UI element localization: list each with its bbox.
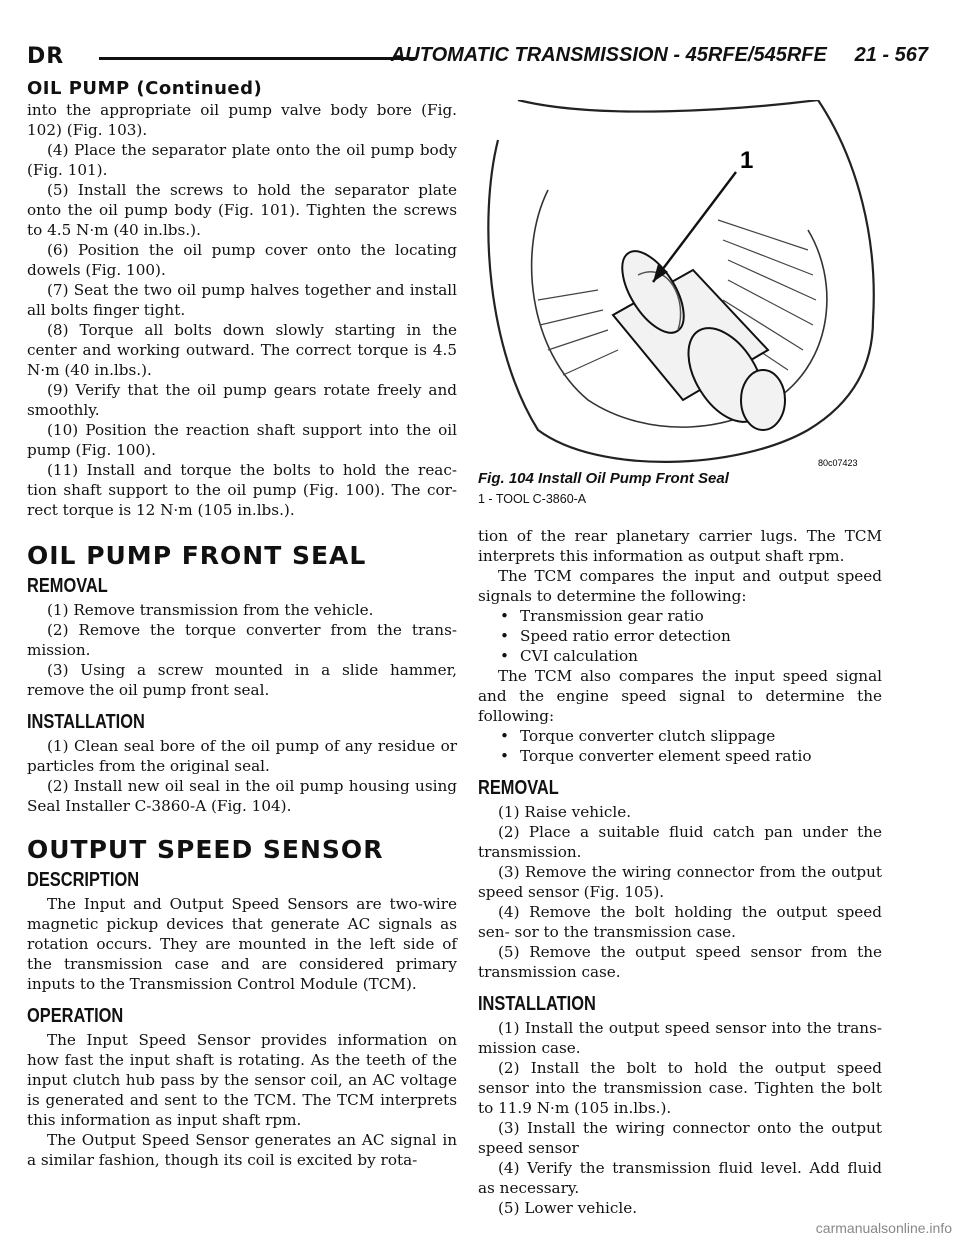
page-header: [27, 44, 928, 76]
paragraph: (2) Place a suitable fluid catch pan under the transmission.: [478, 823, 882, 861]
list-item: • Torque converter element speed ratio: [478, 746, 882, 766]
figure-legend: 1 - TOOL C-3860-A: [478, 492, 587, 506]
paragraph: (5) Install the screws to hold the separator plate onto the oil pump body (Fig. 101). Tighten the screws to 4.5 N·m (40 in.lbs.).: [27, 181, 457, 239]
right-column: [478, 526, 882, 1218]
paragraph: (1) Install the output speed sensor into the trans- mission case.: [478, 1019, 882, 1057]
list-item: • Transmission gear ratio: [478, 606, 882, 626]
header-rule: [99, 57, 417, 60]
paragraph: (10) Position the reaction shaft support into the oil pump (Fig. 100).: [27, 421, 457, 459]
paragraph: (4) Place the separator plate onto the oil pump body (Fig. 101).: [27, 141, 457, 179]
paragraph: (9) Verify that the oil pump gears rotate freely and smoothly.: [27, 381, 457, 419]
section-code: DR: [27, 44, 65, 69]
continued-heading: OIL PUMP (Continued): [27, 78, 263, 99]
paragraph: (7) Seat the two oil pump halves together and install all bolts finger tight.: [27, 281, 457, 319]
paragraph: (6) Position the oil pump cover onto the locating dowels (Fig. 100).: [27, 241, 457, 279]
section-heading-oil-pump-front-seal: OIL PUMP FRONT SEAL: [27, 541, 367, 570]
list-item: • Speed ratio error detection: [478, 626, 882, 646]
paragraph: (5) Lower vehicle.: [498, 1199, 638, 1217]
paragraph: (1) Remove transmission from the vehicle.: [47, 601, 374, 619]
figure-104-illustration: [478, 100, 882, 478]
paragraph: (5) Remove the output speed sensor from the transmission case.: [478, 943, 882, 981]
left-column: [27, 100, 457, 1170]
paragraph: (4) Verify the transmission fluid level. Add fluid as necessary.: [478, 1159, 882, 1197]
paragraph: The Output Speed Sensor generates an AC signal in a similar fashion, though its coil is excited by rota-: [27, 1131, 457, 1169]
paragraph: The Input and Output Speed Sensors are two-wire magnetic pickup devices that generate AC signals as rotation occurs. They are mounted in the left side of the transmission case and are considered primary inputs to the Transmission Control Module (TCM).: [27, 895, 457, 993]
subheading-installation: INSTALLATION: [478, 993, 596, 1015]
page-title: AUTOMATIC TRANSMISSION - 45RFE/545RFE 21 - 567: [390, 44, 928, 66]
paragraph: The Input Speed Sensor provides information on how fast the input shaft is rotating. As the teeth of the input clutch hub pass by the sensor coil, an AC voltage is generated and sent to the TCM. The TCM interprets this information as input shaft rpm.: [27, 1031, 457, 1129]
paragraph: (2) Install the bolt to hold the output speed sensor into the transmission case. Tighten the bolt to 11.9 N·m (105 in.lbs.).: [478, 1059, 882, 1117]
subheading-removal: REMOVAL: [478, 777, 559, 799]
paragraph: (11) Install and torque the bolts to hold the reac- tion shaft support to the oil pump (Fig. 100). The cor- rect torque is 12 N·m (105 in.lbs.).: [27, 461, 457, 519]
list-item: • Torque converter clutch slippage: [478, 726, 882, 746]
figure-caption: Fig. 104 Install Oil Pump Front Seal: [478, 470, 729, 487]
paragraph: (3) Install the wiring connector onto the output speed sensor: [478, 1119, 882, 1157]
paragraph: (4) Remove the bolt holding the output speed sen- sor to the transmission case.: [478, 903, 882, 941]
paragraph: into the appropriate oil pump valve body bore (Fig. 102) (Fig. 103).: [27, 101, 457, 139]
paragraph: (3) Using a screw mounted in a slide hammer, remove the oil pump front seal.: [27, 661, 457, 699]
paragraph: (2) Remove the torque converter from the trans- mission.: [27, 621, 457, 659]
paragraph: The TCM compares the input and output speed signals to determine the following:: [478, 567, 882, 605]
paragraph: (1) Clean seal bore of the oil pump of any residue or particles from the original seal.: [27, 737, 457, 775]
figure-id: 80c07423: [818, 458, 858, 468]
paragraph: (1) Raise vehicle.: [498, 803, 632, 821]
section-heading-output-speed-sensor: OUTPUT SPEED SENSOR: [27, 835, 384, 864]
figure-callout: 1: [740, 147, 754, 174]
paragraph: (3) Remove the wiring connector from the output speed sensor (Fig. 105).: [478, 863, 882, 901]
paragraph: (2) Install new oil seal in the oil pump housing using Seal Installer C-3860-A (Fig. 104).: [27, 777, 457, 815]
subheading-description: DESCRIPTION: [27, 869, 140, 891]
list-item: • CVI calculation: [478, 646, 882, 666]
paragraph: The TCM also compares the input speed signal and the engine speed signal to determine the following:: [478, 667, 882, 725]
paragraph: tion of the rear planetary carrier lugs. The TCM interprets this information as output shaft rpm.: [478, 527, 882, 565]
subheading-installation: INSTALLATION: [27, 711, 145, 733]
watermark-link[interactable]: carmanualsonline.info: [815, 1220, 952, 1236]
paragraph: (8) Torque all bolts down slowly starting in the center and working outward. The correct torque is 4.5 N·m (40 in.lbs.).: [27, 321, 457, 379]
subheading-removal: REMOVAL: [27, 575, 108, 597]
subheading-operation: OPERATION: [27, 1005, 124, 1027]
